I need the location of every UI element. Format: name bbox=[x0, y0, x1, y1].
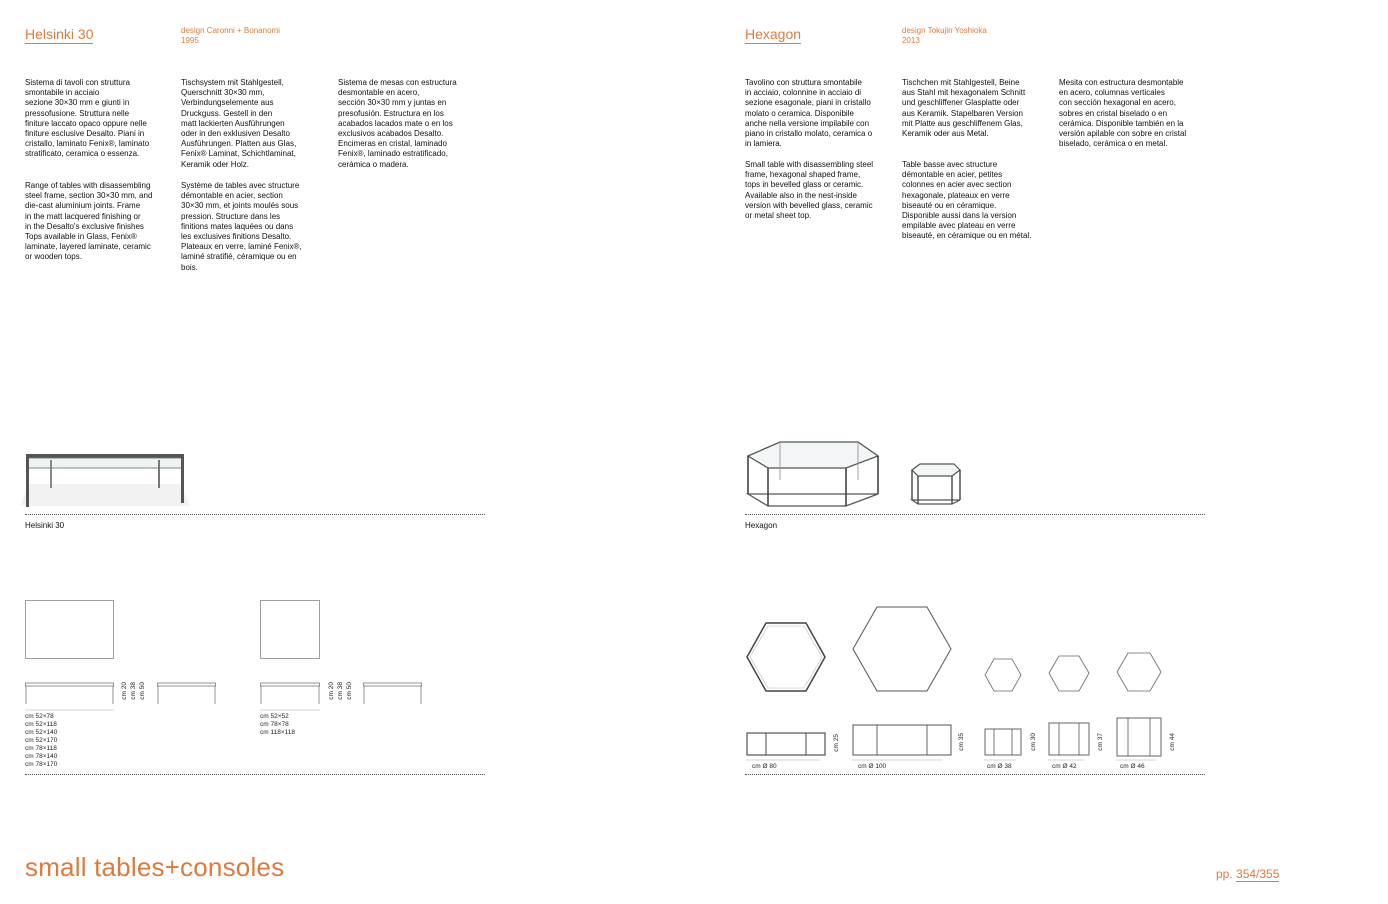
description-it-helsinki: Sistema di tavoli con struttura smontabile in acciaio sezione 30×30 mm e giunti in pressofusione. Struttura nelle finiture laccato opaco oppure nelle finiture esclusive Desalto. Piani in cristallo, laminato Fenix®, laminato stratificato, ceramica o essenza. bbox=[25, 78, 150, 159]
hexagon-46-height: cm 44 bbox=[1169, 733, 1176, 751]
page-numbers bbox=[1216, 867, 1279, 881]
helsinki-table-image bbox=[20, 448, 190, 514]
designer-credit-hexagon: design Tokujin Yoshioka 2013 bbox=[902, 26, 987, 45]
caption-hexagon: Hexagon bbox=[745, 521, 778, 530]
height-label: cm 38 bbox=[130, 682, 137, 700]
description-fr-helsinki: Système de tables avec structure démontable en acier, section 30×30 mm, et joints moulés sous pression. Structure dans les finitions mates laquées ou dans les exclusives finitions Desalto. Plateaux en verre, laminé Fenix®, laminé stratifié, céramique ou en bois. bbox=[181, 181, 302, 272]
section-title: small tables+consoles bbox=[25, 852, 285, 882]
hexagon-42-height: cm 37 bbox=[1097, 733, 1104, 751]
helsinki-rectangular-top-view bbox=[25, 600, 115, 660]
product-title-hexagon: Hexagon bbox=[745, 26, 802, 42]
divider-dotted bbox=[25, 514, 485, 515]
helsinki-rectangular-side-view bbox=[157, 682, 217, 706]
helsinki-heights-b bbox=[328, 682, 353, 700]
hexagon-80-top-view bbox=[746, 622, 826, 692]
helsinki-square-front-view bbox=[260, 682, 322, 712]
hexagon-100-top-view bbox=[852, 606, 952, 692]
helsinki-sizes-a: cm 52×78 cm 52×118 cm 52×140 cm 52×170 cm 78×118 cm 78×140 cm 78×170 bbox=[25, 713, 58, 768]
hexagon-38-top-view bbox=[984, 658, 1022, 692]
description-es-hexagon: Mesita con estructura desmontable en acero, columnas verticales con sección hexagonal en acero, sobres en cristal biselado o en cerámica. Disponible también en la versión apilable con sobre en cristal biselado, cerámica o en metal. bbox=[1059, 78, 1187, 149]
divider-dotted bbox=[745, 774, 1205, 775]
hexagon-100-diameter: cm Ø 100 bbox=[858, 763, 887, 770]
hexagon-38-diameter: cm Ø 38 bbox=[987, 763, 1012, 770]
description-en-hexagon: Small table with disassembling steel frame, hexagonal shaped frame, tops in bevelled glass or ceramic. Available also in the nest-inside version with bevelled glass, ceramic or metal sheet top. bbox=[745, 160, 874, 221]
description-en-helsinki: Range of tables with disassembling steel frame, section 30×30 mm, and die-cast aluminium joints. Frame in the matt lacquered finishing or in the Desalto's exclusive finishes Tops available in Glass, Fenix® laminate, layered laminate, ceramic or wooden tops. bbox=[25, 181, 153, 262]
hexagon-46-side-view bbox=[1116, 717, 1164, 762]
description-it-hexagon: Tavolino con struttura smontabile in acciaio, colonnine in acciaio di sezione esagonale, piani in cristallo molato o ceramica. Disponibile anche nella versione impilabile con piano in cristallo molato, ceramica o in lamiera. bbox=[745, 78, 873, 149]
hexagon-80-diameter: cm Ø 80 bbox=[752, 763, 777, 770]
hexagon-38-side-view bbox=[984, 728, 1024, 762]
hexagon-38-height: cm 30 bbox=[1030, 733, 1037, 751]
helsinki-sizes-b: cm 52×52 cm 78×78 cm 118×118 bbox=[260, 713, 295, 736]
hexagon-100-height: cm 35 bbox=[958, 733, 965, 751]
page-prefix: pp. bbox=[1216, 867, 1237, 881]
description-de-hexagon: Tischchen mit Stahlgestell, Beine aus Stahl mit hexagonalem Schnitt und geschliffener Glasplatte oder aus Keramik. Stapelbaren Version mit Platte aus geschliffenem Glas, Keramik oder aus Metal. bbox=[902, 78, 1026, 139]
caption-helsinki: Helsinki 30 bbox=[25, 521, 65, 530]
height-label: cm 38 bbox=[337, 682, 344, 700]
hexagon-42-diameter: cm Ø 42 bbox=[1052, 763, 1077, 770]
description-de-helsinki: Tischsystem mit Stahlgestell, Querschnitt 30×30 mm, Verbindungselemente aus Druckguss. Gestell in den matt lackierten Ausführungen oder in den exklusiven Desalto Ausführungen. Platten aus Glas, Fenix® Laminat, Schichtlaminat, Keramik oder Holz. bbox=[181, 78, 297, 169]
hexagon-46-diameter: cm Ø 46 bbox=[1120, 763, 1145, 770]
hexagon-46-top-view bbox=[1116, 652, 1162, 692]
helsinki-square-side-view bbox=[363, 682, 423, 706]
product-title-helsinki: Helsinki 30 bbox=[25, 26, 94, 42]
helsinki-heights-a bbox=[121, 682, 146, 700]
divider-dotted bbox=[745, 514, 1205, 515]
height-label: cm 20 bbox=[328, 682, 335, 700]
page-range: 354/355 bbox=[1236, 867, 1280, 881]
hexagon-80-side-view bbox=[746, 732, 828, 762]
description-es-helsinki: Sistema de mesas con estructura desmontable en acero, sección 30×30 mm y juntas en presofusión. Estructura en los acabados lacados mate o en los exclusivos acabados Desalto. Encimeras en cristal, laminado Fenix®, laminado estratificado, cerámica o madera. bbox=[338, 78, 457, 169]
height-label: cm 50 bbox=[139, 682, 146, 700]
designer-credit-helsinki: design Caronni + Bonanomi 1995 bbox=[181, 26, 280, 45]
height-label: cm 50 bbox=[346, 682, 353, 700]
helsinki-rectangular-front-view bbox=[25, 682, 115, 712]
hexagon-42-side-view bbox=[1048, 722, 1092, 762]
hexagon-42-top-view bbox=[1048, 655, 1090, 692]
hexagon-80-height: cm 25 bbox=[833, 734, 840, 752]
hexagon-tables-image bbox=[744, 438, 974, 510]
hexagon-100-side-view bbox=[852, 724, 954, 762]
helsinki-square-top-view bbox=[260, 600, 322, 660]
height-label: cm 20 bbox=[121, 682, 128, 700]
description-fr-hexagon: Table basse avec structure démontable en acier, petites colonnes en acier avec section hexagonale, plateaux en verre biseauté ou en céramique. Disponible aussi dans la version empilable avec plateau en verre biseauté, en céramique ou en métal. bbox=[902, 160, 1032, 241]
divider-dotted bbox=[25, 774, 485, 775]
